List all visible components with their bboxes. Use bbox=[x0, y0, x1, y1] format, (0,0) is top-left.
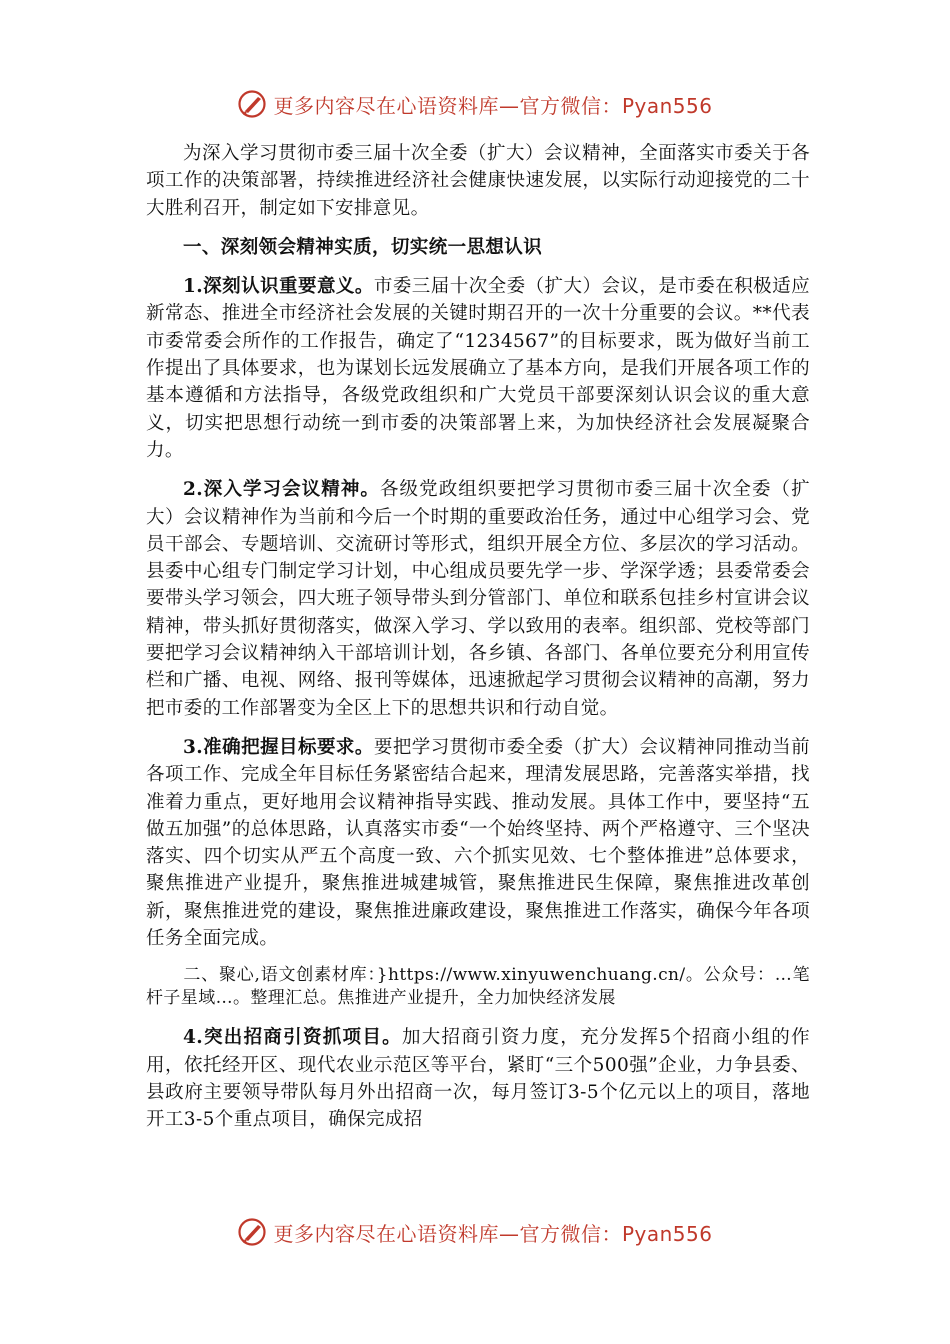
item-2-body: 各级党政组织要把学习贯彻市委三届十次全委（扩大）会议精神作为当前和今后一个时期的重要政治任务，通过中心组学习会、党员干部会、专题培训、交流研讨等形式，组织开展全方位、多层次的学习活动。县委中心组专门制定学习计划，中心组成员要先学一步、学深学透；县委常委会要带头学习领会，四大班子领导带头到分管部门、单位和联系包挂乡村宣讲会议精神，带头抓好贯彻落实，做深入学习、学以致用的表率。组织部、党校等部门要把学习会议精神纳入干部培训计划，各乡镇、各部门、各单位要充分利用宣传栏和广播、电视、网络、报刊等媒体，迅速掀起学习贯彻会议精神的高潮，努力把市委的工作部署变为全区上下的思想共识和行动自觉。 bbox=[146, 479, 810, 719]
item-2-paragraph bbox=[146, 476, 810, 722]
item-4-lead: 4.突出招商引资抓项目。 bbox=[183, 1027, 402, 1049]
intro-paragraph: 为深入学习贯彻市委三届十次全委（扩大）会议精神，全面落实市委关于各项工作的决策部署，持续推进经济社会健康快速发展，以实际行动迎接党的二十大胜利召开，制定如下安排意见。 bbox=[146, 143, 810, 219]
footer-banner-text: 更多内容尽在心语资料库—官方微信：Pyan556 bbox=[273, 1221, 713, 1246]
document-body bbox=[146, 140, 810, 1146]
item-1-paragraph bbox=[146, 273, 810, 464]
header-watermark-banner bbox=[0, 84, 950, 124]
item-2-lead: 2.深入学习会议精神。 bbox=[183, 479, 380, 501]
item-1-lead: 1.深刻认识重要意义。 bbox=[183, 276, 374, 298]
item-3-lead: 3.准确把握目标要求。 bbox=[183, 736, 374, 758]
item-1-body: 市委三届十次全委（扩大）会议，是市委在积极适应新常态、推进全市经济社会发展的关键时期召开的一次十分重要的会议。**代表市委常委会所作的工作报告，确定了“1234567”的目标要求，既为做好当前工作提出了具体要求，也为谋划长远发展确立了基本方向，是我们开展各项工作的基本遵循和方法指导，各级党政组织和广大党员干部要深刻认识会议的重大意义，切实把思想行动统一到市委的决策部署上来，为加快经济社会发展凝聚合力。 bbox=[146, 276, 811, 461]
item-3-body: 要把学习贯彻市委全委（扩大）会议精神同推动当前各项工作、完成全年目标任务紧密结合起来，理清发展思路，完善落实举措，找准着力重点，更好地用会议精神指导实践、推动发展。具体工作中，要坚持“五做五加强”的总体思路，认真落实市委“一个始终坚持、两个严格遵守、三个坚决落实、四个切实从严五个高度一致、六个抓实见效、七个整体推进”总体要求，聚焦推进产业提升，聚焦推进城建城管，聚焦推进民生保障，聚焦推进改革创新，聚焦推进党的建设，聚焦推进廉政建设，聚焦推进工作落实，确保今年各项任务全面完成。 bbox=[146, 736, 811, 950]
pen-logo-icon bbox=[237, 89, 267, 119]
footer-watermark-banner bbox=[0, 1212, 950, 1252]
item-4-paragraph bbox=[146, 1024, 810, 1133]
header-banner-text: 更多内容尽在心语资料库—官方微信：Pyan556 bbox=[273, 93, 713, 118]
item-4-body: 加大招商引资力度，充分发挥5个招商小组的作用，依托经开区、现代农业示范区等平台，紧盯“三个500强”企业，力争县委、县政府主要领导带队每月外出招商一次，每月签订3-5个亿元以上的项目，落地开工3-5个重点项目，确保完成招 bbox=[146, 1027, 810, 1131]
section-1-heading: 一、深刻领会精神实质，切实统一思想认识 bbox=[183, 236, 543, 258]
section-2-note: 二、聚心,语文创素材库：}https://www.xinyuwenchuang.cn/。公众号：…笔杆子星域…。整理汇总。焦推进产业提升，全力加快经济发展 bbox=[146, 965, 810, 1009]
item-3-paragraph bbox=[146, 734, 810, 952]
pen-logo-icon bbox=[237, 1217, 267, 1247]
